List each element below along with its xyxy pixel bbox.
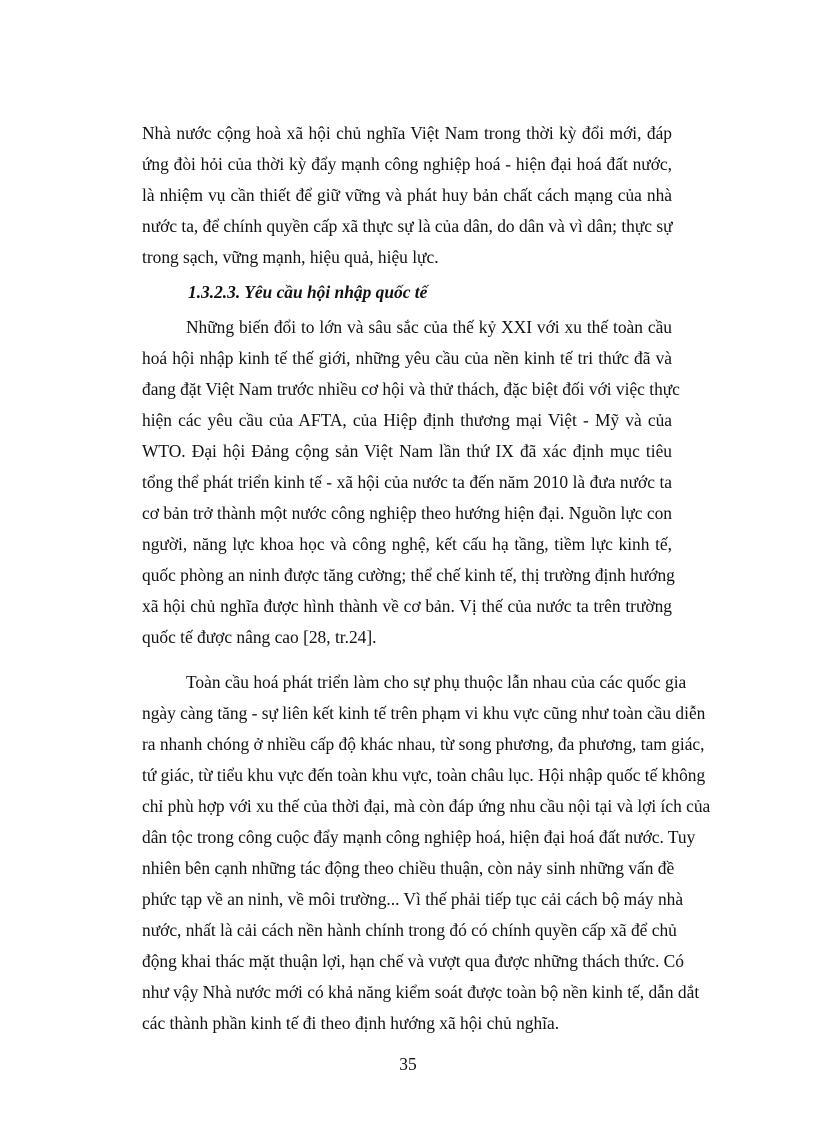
text-line: WTO. Đại hội Đảng cộng sản Việt Nam lần thứ IX đã xác định mục tiêu: [142, 441, 672, 461]
paragraph-globalization: [142, 667, 711, 1039]
text-line: tứ giác, từ tiểu khu vực đến toàn khu vực, toàn châu lục. Hội nhập quốc tế không: [142, 765, 706, 785]
paragraph-intro: [142, 118, 672, 273]
text-line: như vậy Nhà nước mới có khả năng kiểm soát được toàn bộ nền kinh tế, dẫn dắt: [142, 982, 700, 1002]
text-line: dân tộc trong công cuộc đẩy mạnh công nghiệp hoá, hiện đại hoá đất nước. Tuy: [142, 827, 696, 847]
document-page: [142, 118, 711, 1039]
text-line: Những biến đổi to lớn và sâu sắc của thế kỷ XXI với xu thế toàn cầu: [186, 317, 672, 337]
text-line: chỉ phù hợp với xu thế của thời đại, mà còn đáp ứng nhu cầu nội tại và lợi ích của: [142, 796, 711, 816]
text-line: là nhiệm vụ cần thiết để giữ vững và phát huy bản chất cách mạng của nhà: [142, 185, 672, 205]
text-line: cơ bản trở thành một nước công nghiệp theo hướng hiện đại. Nguồn lực con: [142, 503, 672, 523]
text-line: trong sạch, vững mạnh, hiệu quả, hiệu lực.: [142, 247, 439, 267]
text-line: ứng đòi hỏi của thời kỳ đẩy mạnh công nghiệp hoá - hiện đại hoá đất nước,: [142, 154, 672, 174]
text-line: hiện các yêu cầu của AFTA, của Hiệp định thương mại Việt - Mỹ và của: [142, 410, 672, 430]
text-line: các thành phần kinh tế đi theo định hướng xã hội chủ nghĩa.: [142, 1013, 560, 1033]
section-heading: 1.3.2.3. Yêu cầu hội nhập quốc tế: [188, 282, 428, 302]
text-line: xã hội chủ nghĩa được hình thành về cơ bản. Vị thế của nước ta trên trường: [142, 596, 672, 616]
text-line: Nhà nước cộng hoà xã hội chủ nghĩa Việt Nam trong thời kỳ đổi mới, đáp: [142, 123, 672, 143]
text-line: ra nhanh chóng ở nhiều cấp độ khác nhau, từ song phương, đa phương, tam giác,: [142, 734, 705, 754]
text-line: động khai thác mặt thuận lợi, hạn chế và vượt qua được những thách thức. Có: [142, 951, 684, 971]
paragraph-international-integration: [142, 312, 680, 653]
page-number: 35: [399, 1054, 417, 1074]
text-line: nhiên bên cạnh những tác động theo chiều thuận, còn nảy sinh những vấn đề: [142, 858, 675, 878]
text-line: đang đặt Việt Nam trước nhiều cơ hội và thử thách, đặc biệt đối với việc thực: [142, 379, 680, 399]
text-line: nước, nhất là cải cách nền hành chính trong đó có chính quyền cấp xã để chủ: [142, 920, 677, 940]
text-line: tổng thể phát triển kinh tế - xã hội của nước ta đến năm 2010 là đưa nước ta: [142, 472, 672, 492]
text-line: quốc phòng an ninh được tăng cường; thể chế kinh tế, thị trường định hướng: [142, 565, 675, 585]
text-line: nước ta, để chính quyền cấp xã thực sự là của dân, do dân và vì dân; thực sự: [142, 216, 673, 236]
text-line: hoá hội nhập kinh tế thế giới, những yêu cầu của nền kinh tế tri thức đã và: [142, 348, 672, 368]
text-line: Toàn cầu hoá phát triển làm cho sự phụ thuộc lẫn nhau của các quốc gia: [186, 672, 687, 692]
text-line: phức tạp về an ninh, về môi trường... Vì thế phải tiếp tục cải cách bộ máy nhà: [142, 889, 684, 909]
text-line: ngày càng tăng - sự liên kết kinh tế trên phạm vi khu vực cũng như toàn cầu diễn: [142, 703, 706, 723]
text-line: người, năng lực khoa học và công nghệ, kết cấu hạ tầng, tiềm lực kinh tế,: [142, 534, 672, 554]
text-line: quốc tế được nâng cao [28, tr.24].: [142, 627, 377, 647]
